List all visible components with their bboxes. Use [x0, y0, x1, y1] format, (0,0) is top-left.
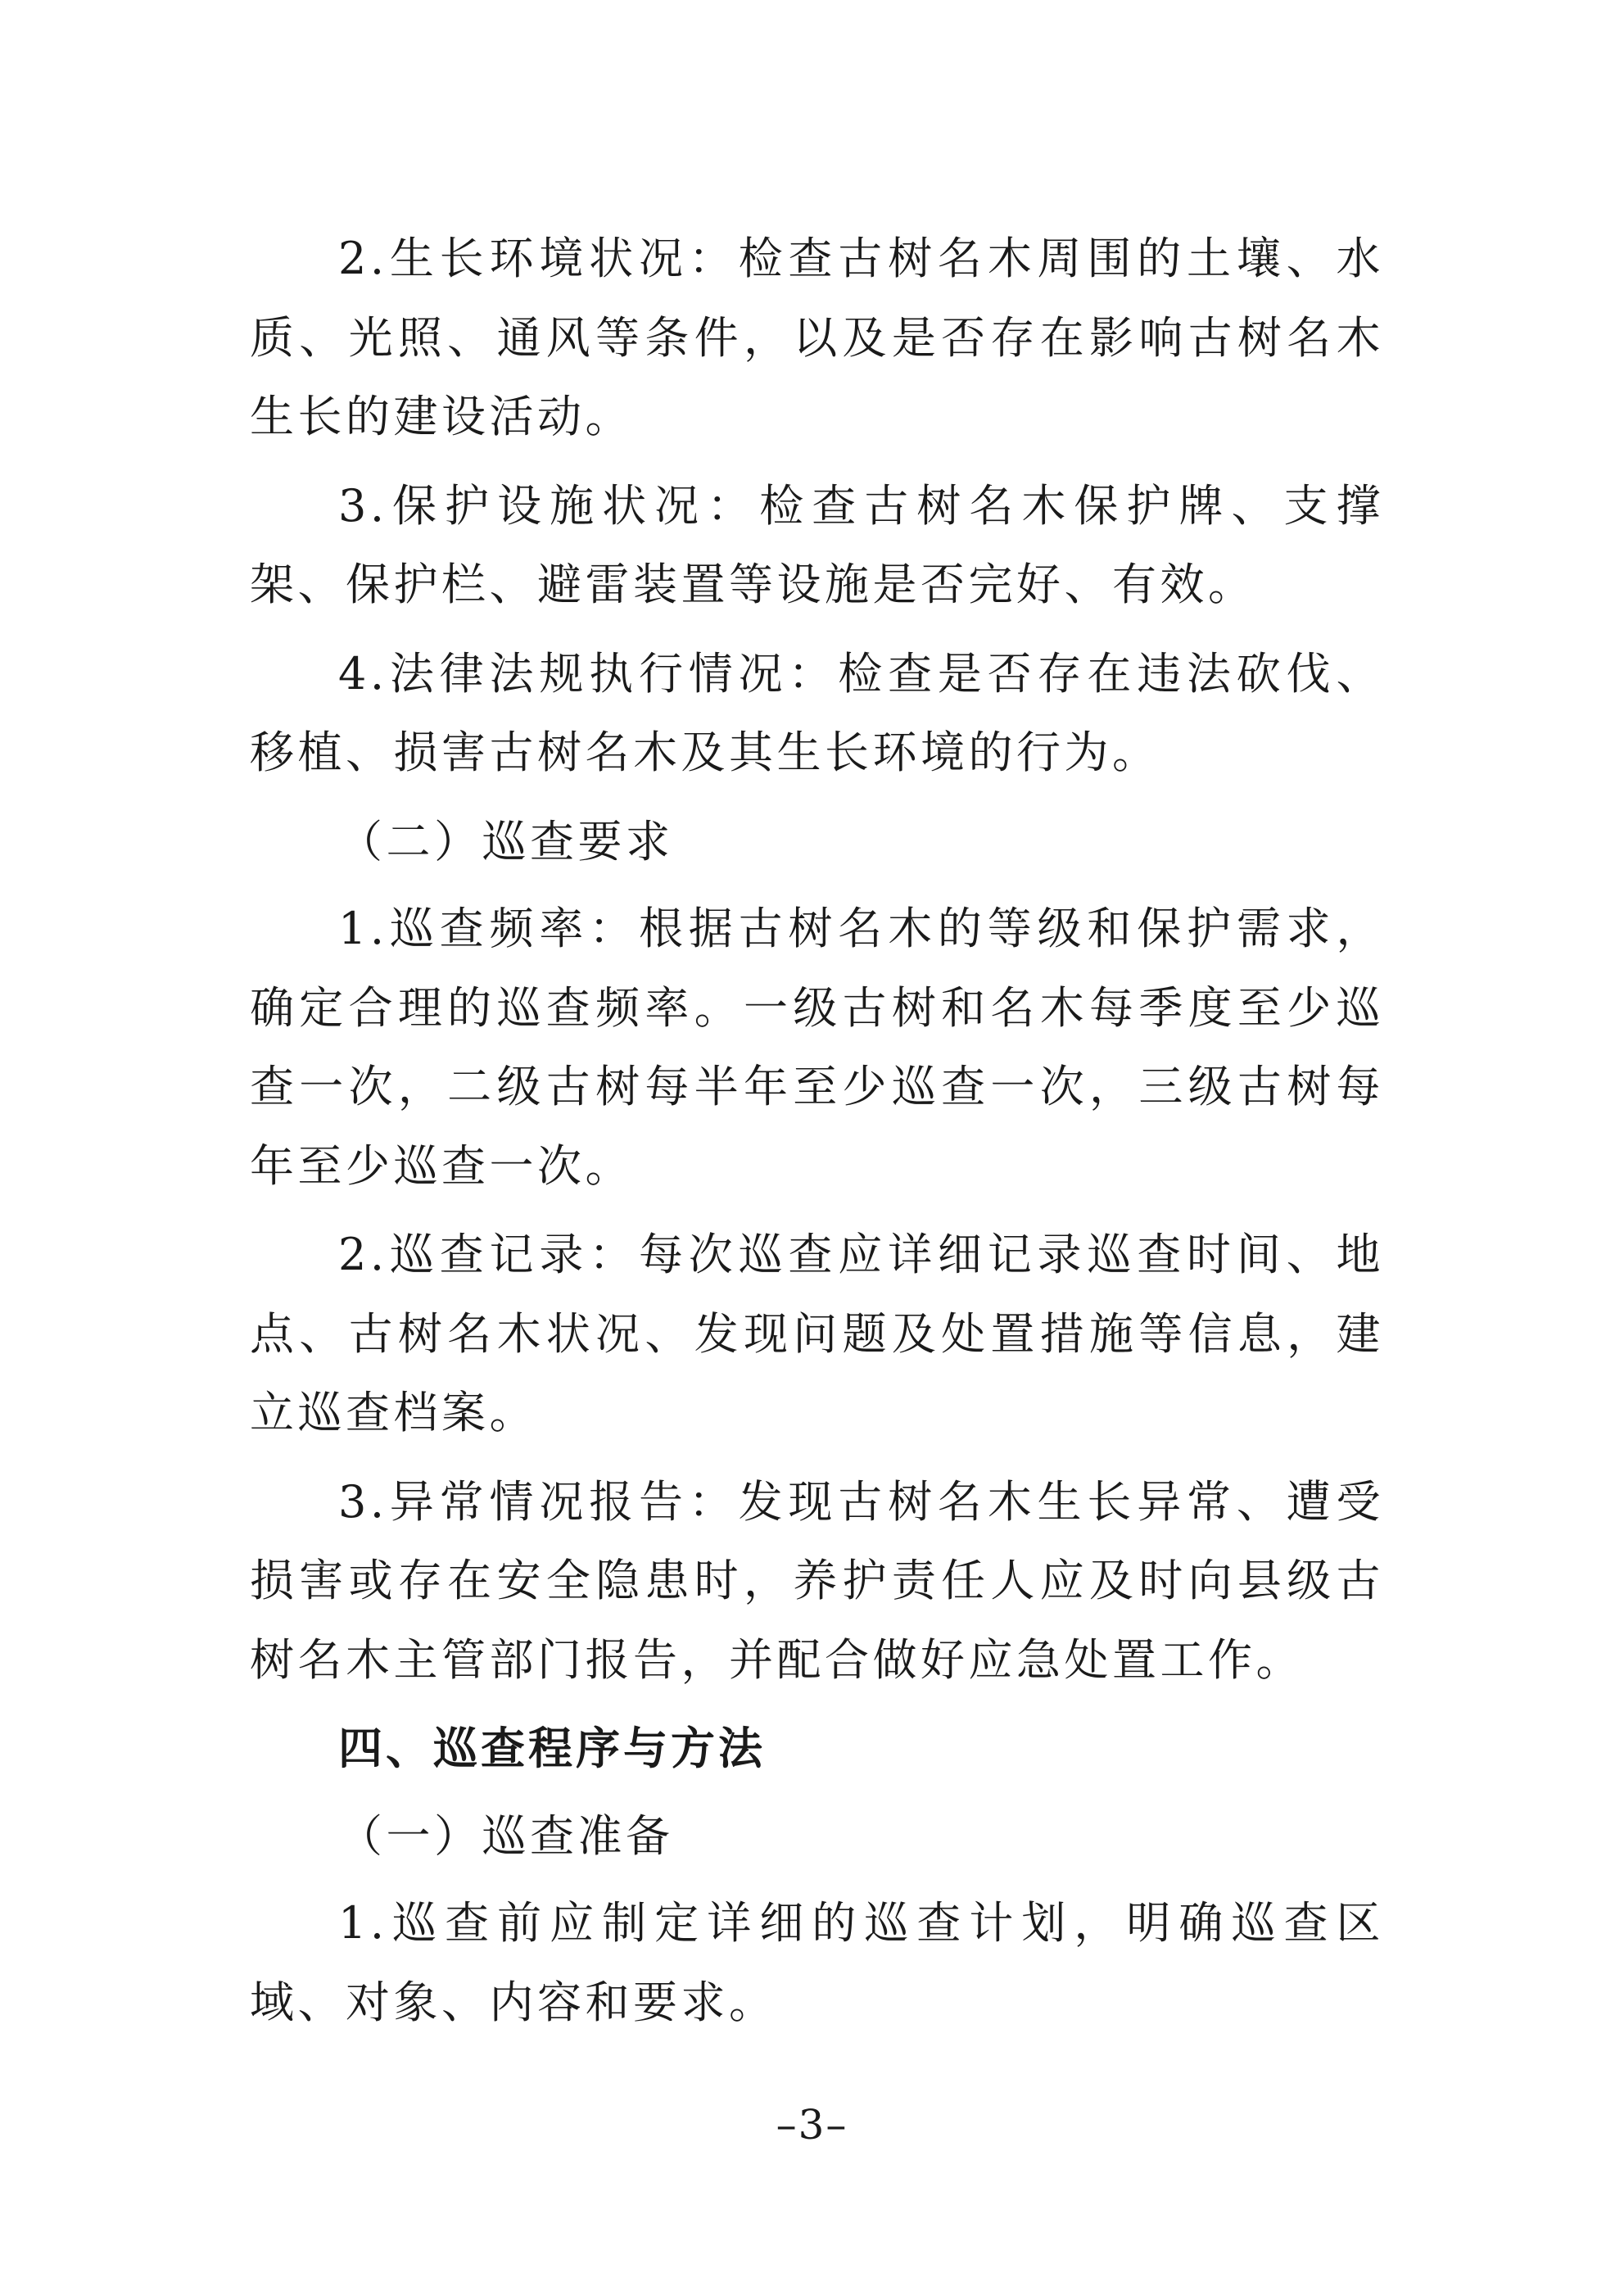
paragraph-growth-environment: 2.生长环境状况：检查古树名木周围的土壤、水质、光照、通风等条件，以及是否存在影响古树名木生长的建设活动。 — [250, 233, 1384, 442]
paragraph-abnormal-report: 3.异常情况报告：发现古树名木生长异常、遭受损害或存在安全隐患时，养护责任人应及时向县级古树名木主管部门报告，并配合做好应急处置工作。 — [250, 1475, 1384, 1686]
paragraph-law-enforcement: 4.法律法规执行情况：检查是否存在违法砍伐、移植、损害古树名木及其生长环境的行为。 — [250, 647, 1384, 778]
paragraph-protection-facilities: 3.保护设施状况：检查古树名木保护牌、支撑架、保护栏、避雷装置等设施是否完好、有效。 — [250, 479, 1384, 610]
paragraph-inspection-records: 2.巡查记录：每次巡查应详细记录巡查时间、地点、古树名木状况、发现问题及处置措施等信息，建立巡查档案。 — [250, 1229, 1384, 1438]
section-heading-procedures: 四、巡查程序与方法 — [338, 1723, 766, 1774]
subheading-inspection-preparation: （一）巡查准备 — [338, 1809, 674, 1862]
paragraph-inspection-frequency: 1.巡查频率：根据古树名木的等级和保护需求，确定合理的巡查频率。一级古树和名木每季度至少巡查一次，二级古树每半年至少巡查一次，三级古树每年至少巡查一次。 — [250, 903, 1384, 1192]
paragraph-inspection-plan: 1.巡查前应制定详细的巡查计划，明确巡查区域、对象、内容和要求。 — [250, 1897, 1384, 2028]
page-number: –3– — [776, 2101, 848, 2149]
subheading-inspection-requirements: （二）巡查要求 — [338, 815, 674, 867]
document-body — [250, 220, 1384, 2042]
